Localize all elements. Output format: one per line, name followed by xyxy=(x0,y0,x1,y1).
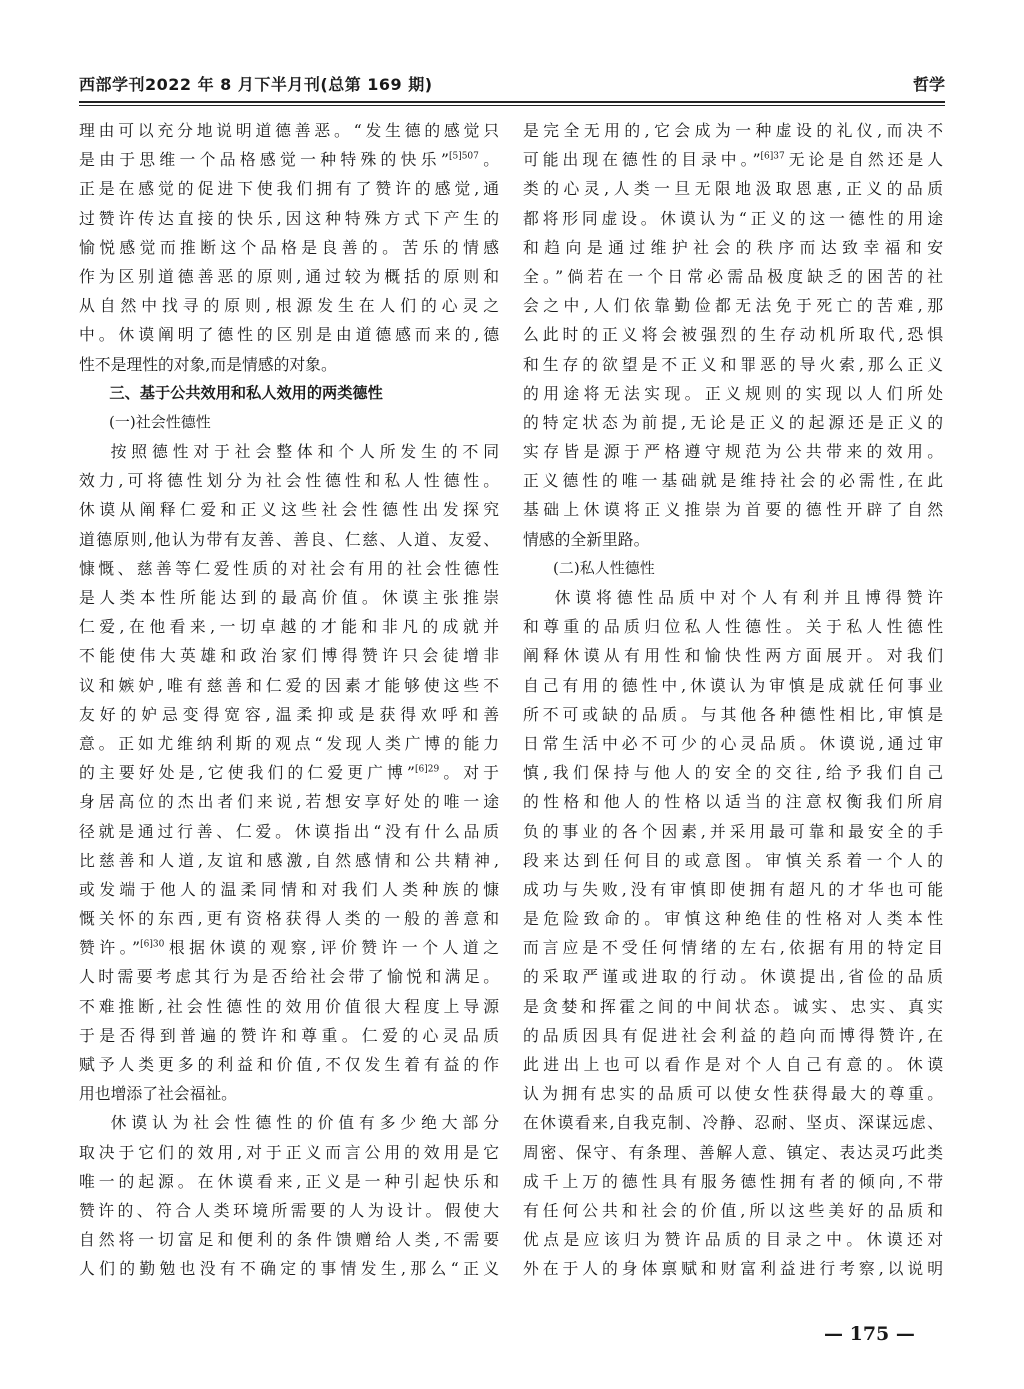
subsection-heading: (二)私人性德性 xyxy=(553,558,655,577)
section-heading: 三、基于公共效用和私人效用的两类德性 xyxy=(109,383,383,402)
text-line: 是完全无用的,它会成为一种虚设的礼仪,而决不 xyxy=(523,121,943,140)
text-line: 和尊重的品质归位私人性德性。关于私人性德性 xyxy=(523,617,943,637)
text-line: 外在于人的身体禀赋和财富利益进行考察,以说明 xyxy=(523,1259,943,1279)
right-column xyxy=(523,116,943,1284)
text-line: 负的事业的各个因素,并采用最可靠和最安全的手 xyxy=(523,821,943,841)
text-line: 取决于它们的效用,对于正义而言公用的效用是它 xyxy=(79,1142,499,1162)
text-line: 道德原则,他认为带有友善、善良、仁慈、人道、友爱、 xyxy=(79,529,499,549)
text-line: 按照德性对于社会整体和个人所发生的不同 xyxy=(110,442,499,462)
text-line: 全。”倘若在一个日常必需品极度缺乏的困苦的社 xyxy=(523,266,943,286)
text-line: 或发端于他人的温柔同情和对我们人类种族的慷 xyxy=(79,879,499,899)
text-line: 人时需要考虑其行为是否给社会带了愉悦和满足。 xyxy=(79,967,499,987)
text-line: 赞许的、符合人类环境所需要的人为设计。假使大 xyxy=(79,1200,499,1220)
text-line: 段来达到任何目的或意图。审慎关系着一个人的 xyxy=(523,850,943,870)
text-line: 慷慨、慈善等仁爱性质的对社会有用的社会性德性 xyxy=(79,558,499,578)
header-rule-thin xyxy=(79,105,945,106)
text-line: 意。正如尤维纳利斯的观点“发现人类广博的能力 xyxy=(79,733,499,753)
text-line: 此进出上也可以看作是对个人自己有意的。休谟 xyxy=(523,1055,943,1074)
text-line: 会之中,人们依靠勤俭都无法免于死亡的苦难,那 xyxy=(523,296,943,316)
text-line: 友好的妒忌变得宽容,温柔抑或是获得欢呼和善 xyxy=(79,704,499,724)
running-header xyxy=(79,70,945,100)
text-line: 效力,可将德性划分为社会性德性和私人性德性。 xyxy=(79,471,499,491)
text-line: 正义德性的唯一基础就是维持社会的必需性,在此 xyxy=(523,471,943,491)
citation-marker: [6]37 xyxy=(760,151,785,162)
citation-marker: [5]507 xyxy=(448,151,479,162)
text-line: 从自然中找寻的原则,根源发生在人们的心灵之 xyxy=(79,296,499,316)
text-line: 休谟从阐释仁爱和正义这些社会性德性出发探究 xyxy=(79,500,499,520)
text-line: 人们的勤勉也没有不确定的事情发生,那么“正义 xyxy=(79,1259,499,1279)
citation-marker: [6]30 xyxy=(140,939,165,950)
text-line: 类的心灵,人类一旦无限地汲取恩惠,正义的品质 xyxy=(523,179,943,199)
subsection-heading: (一)社会性德性 xyxy=(109,412,211,431)
text-line: 身居高位的杰出者们来说,若想安享好处的唯一途 xyxy=(79,792,499,812)
text-line: 不能使伟大英雄和政治家们博得赞许只会徒增非 xyxy=(79,646,499,666)
text-line: 慨关怀的东西,更有资格获得人类的一般的善意和 xyxy=(79,909,499,929)
text-line: 休谟将德性品质中对个人有利并且博得赞许 xyxy=(554,588,943,607)
text-line: 可能出现在德性的目录中。”$^{[6]37}$无论是自然还是人 xyxy=(523,150,943,170)
left-column xyxy=(79,116,499,1284)
text-line: 日常生活中必不可少的心灵品质。休谟说,通过审 xyxy=(523,733,943,753)
text-line: 赋予人类更多的利益和价值,不仅发生着有益的作 xyxy=(79,1055,499,1074)
text-line: 的特定状态为前提,无论是正义的起源还是正义的 xyxy=(523,412,943,432)
text-line: 慎,我们保持与他人的安全的交往,给予我们自己 xyxy=(523,763,943,783)
text-line: 唯一的起源。在休谟看来,正义是一种引起快乐和 xyxy=(79,1171,499,1191)
text-line: 的主要好处是,它使我们的仁爱更广博”$^{[6]29}$。对于 xyxy=(79,763,499,783)
text-line: 的用途将无法实现。正义规则的实现以人们所处 xyxy=(523,383,943,403)
section-label: 哲学 xyxy=(912,75,945,94)
text-line: 自己有用的德性中,休谟认为审慎是成就任何事业 xyxy=(523,675,943,695)
text-line: 正是在感觉的促进下使我们拥有了赞许的感觉,通 xyxy=(79,179,499,199)
text-line: 理由可以充分地说明道德善恶。“发生德的感觉只 xyxy=(79,121,499,140)
text-line: 仁爱,在他看来,一切卓越的才能和非凡的成就并 xyxy=(79,617,499,637)
text-line: 优点是应该归为赞许品质的目录之中。休谟还对 xyxy=(523,1230,943,1250)
text-line: 不难推断,社会性德性的效用价值很大程度上导源 xyxy=(79,996,499,1016)
header-rule xyxy=(79,101,945,103)
text-line: 自然将一切富足和便利的条件馈赠给人类,不需要 xyxy=(79,1230,499,1250)
text-line: 是危险致命的。审慎这种绝佳的性格对人类本性 xyxy=(523,909,943,929)
text-line: 是人类本性所能达到的最高价值。休谟主张推崇 xyxy=(79,588,499,607)
text-line: 过赞许传达直接的快乐,因这种特殊方式下产生的 xyxy=(79,208,499,228)
text-line: 是贪婪和挥霍之间的中间状态。诚实、忠实、真实 xyxy=(523,996,943,1016)
citation-marker: [6]29 xyxy=(415,764,440,775)
text-line: 情感的全新里路。 xyxy=(523,529,650,549)
text-line: 成功与失败,没有审慎即使拥有超凡的才华也可能 xyxy=(523,879,943,899)
page-number: — 175 — xyxy=(824,1323,915,1345)
text-line: 周密、保守、有条理、善解人意、镇定、表达灵巧此类 xyxy=(523,1142,943,1162)
text-line: 的性格和他人的性格以适当的注意权衡我们所肩 xyxy=(523,792,943,812)
text-line: 用也增添了社会福祉。 xyxy=(79,1084,237,1104)
text-line: 认为拥有忠实的品质可以使女性获得最大的尊重。 xyxy=(523,1084,943,1104)
text-line: 赞许。”$^{[6]30}$根据休谟的观察,评价赞许一个人道之 xyxy=(79,938,499,958)
text-line: 愉悦感觉而推断这个品格是良善的。苦乐的情感 xyxy=(79,237,499,257)
text-line: 比慈善和人道,友谊和感激,自然感情和公共精神, xyxy=(79,850,499,870)
text-line: 的采取严谨或进取的行动。休谟提出,省俭的品质 xyxy=(523,967,943,987)
text-line: 议和嫉妒,唯有慈善和仁爱的因素才能够使这些不 xyxy=(79,675,499,695)
text-line: 是由于思维一个品格感觉一种特殊的快乐”$^{[5]507}$。 xyxy=(79,150,499,170)
text-line: 和生存的欲望是不正义和罪恶的导火索,那么正义 xyxy=(523,354,943,374)
text-line: 么此时的正义将会被强烈的生存动机所取代,恐惧 xyxy=(523,325,943,345)
text-line: 有任何公共和社会的价值,所以这些美好的品质和 xyxy=(523,1200,943,1220)
text-line: 成千上万的德性具有服务德性拥有者的倾向,不带 xyxy=(523,1171,943,1191)
text-line: 所不可或缺的品质。与其他各种德性相比,审慎是 xyxy=(523,704,943,724)
text-line: 而言应是不受任何情绪的左右,依据有用的特定目 xyxy=(523,938,943,958)
text-line: 性不是理性的对象,而是情感的对象。 xyxy=(79,354,337,374)
text-line: 休谟认为社会性德性的价值有多少绝大部分 xyxy=(110,1113,499,1133)
text-line: 和趋向是通过维护社会的秩序而达致幸福和安 xyxy=(523,237,943,257)
text-line: 中。休谟阐明了德性的区别是由道德感而来的,德 xyxy=(79,325,499,345)
text-line: 在休谟看来,自我克制、冷静、忍耐、坚贞、深谋远虑、 xyxy=(523,1113,943,1133)
text-line: 基础上休谟将正义推崇为首要的德性开辟了自然 xyxy=(523,500,943,520)
journal-title: 西部学刊2022 年 8 月下半月刊(总第 169 期) xyxy=(79,75,433,94)
text-line: 实存皆是源于严格遵守规范为公共带来的效用。 xyxy=(523,442,943,462)
text-line: 作为区别道德善恶的原则,通过较为概括的原则和 xyxy=(79,266,499,286)
text-line: 径就是通过行善、仁爱。休谟指出“没有什么品质 xyxy=(79,821,499,841)
text-line: 于是否得到普遍的赞许和尊重。仁爱的心灵品质 xyxy=(79,1025,499,1045)
text-line: 都将形同虚设。休谟认为“正义的这一德性的用途 xyxy=(523,208,943,228)
text-line: 的品质因具有促进社会利益的趋向而博得赞许,在 xyxy=(523,1025,943,1045)
text-line: 阐释休谟从有用性和愉快性两方面展开。对我们 xyxy=(523,646,943,666)
